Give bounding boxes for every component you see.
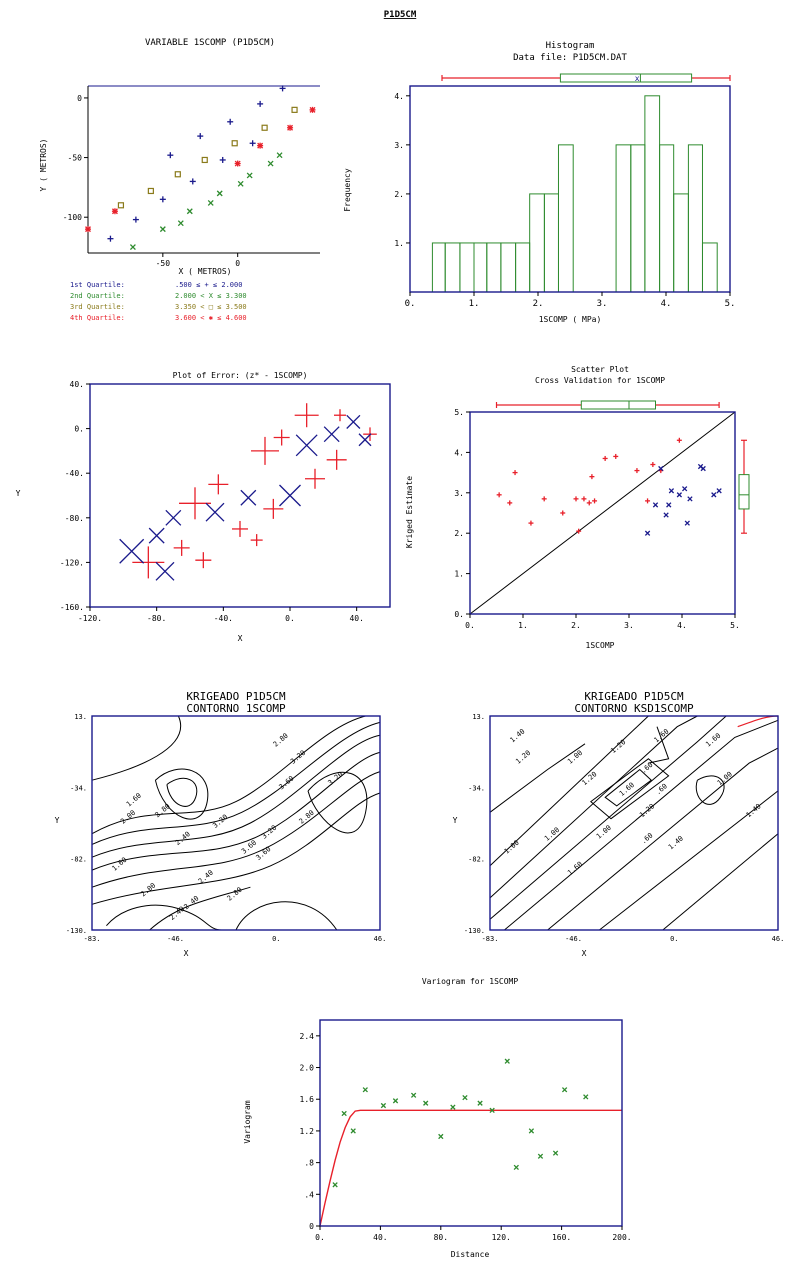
x-tick-label: 80.: [433, 1233, 449, 1242]
legend-label: 1st Quartile:: [70, 281, 125, 289]
contour-label: 1.20: [580, 770, 599, 788]
contour-label: 1.20: [638, 802, 657, 820]
histogram-bar: [474, 243, 487, 292]
x-tick-label: -80.: [147, 614, 167, 623]
x-tick-label: 3.: [596, 299, 608, 309]
contour-label: 2.80: [225, 885, 244, 903]
contour-label: .60: [654, 782, 669, 797]
contour-label: 2.80: [297, 808, 316, 826]
x-tick-label: 0.: [465, 621, 475, 630]
q3-point: [202, 157, 207, 162]
x-axis-label: Distance: [450, 1250, 490, 1259]
y-tick-label: -34.: [468, 784, 485, 793]
contour-kriged-chart: [55, 690, 387, 958]
chart-subtitle: Data file: P1D5CM.DAT: [513, 53, 627, 63]
x-tick-label: 160.: [551, 1233, 572, 1242]
y-axis-label: Y: [452, 816, 458, 825]
legend-label: 3rd Quartile:: [70, 303, 125, 311]
page-title: P1D5CM: [383, 10, 417, 20]
contour-line: [490, 716, 697, 898]
y-tick-label: -100: [62, 213, 82, 223]
boxplot-mean: x: [634, 74, 640, 83]
contour-label: 3.20: [260, 823, 279, 841]
plot-frame: [90, 384, 390, 607]
contour-label: 1.60: [617, 780, 636, 798]
contour-label: 2.40: [173, 830, 192, 848]
contour-label: 1.40: [666, 834, 685, 852]
contour-label: 3.60: [277, 774, 296, 792]
contour-label: 2.40: [182, 894, 201, 912]
contour-line: [504, 720, 778, 930]
legend-range: 2.000 < X ≤ 3.300: [175, 292, 247, 300]
y-tick-label: -34.: [70, 784, 87, 793]
plot-frame: [410, 86, 730, 292]
contour-label: 1.00: [502, 838, 521, 856]
y-tick-label: 1.2: [299, 1126, 314, 1136]
x-tick-label: 120.: [491, 1233, 511, 1242]
histogram-bar: [487, 243, 501, 292]
boxplot-x-box: [581, 401, 655, 409]
y-tick-label: 1.: [394, 238, 404, 248]
legend-range: 3.600 < ✱ ≤ 4.600: [175, 314, 247, 322]
boxplot-box: [560, 74, 691, 82]
x-tick-label: 0: [235, 259, 241, 268]
x-axis-label: X: [183, 949, 189, 958]
contour-label: 2.00: [119, 808, 138, 826]
q3-point: [292, 107, 297, 112]
contour-label: 2.80: [153, 802, 172, 820]
x-tick-label: 40.: [373, 1233, 388, 1242]
y-tick-label: 4.: [394, 91, 404, 101]
plot-frame: [490, 716, 778, 930]
y-tick-label: 0.: [74, 424, 84, 434]
y-tick-label: 3.: [454, 488, 464, 498]
histogram-bar: [688, 145, 702, 292]
contour-line: [236, 902, 337, 930]
q3-point: [118, 203, 123, 208]
contour-label: 1.00: [543, 825, 562, 843]
contour-label: 2.80: [271, 731, 290, 749]
x-tick-label: 0.: [272, 935, 281, 943]
contour-label: 1.20: [514, 748, 533, 766]
highlight-contour: [738, 716, 778, 727]
error-plot-chart: [16, 371, 390, 643]
contour-label: 2.00: [139, 881, 158, 899]
contour-label: .60: [639, 760, 655, 776]
y-tick-label: 13.: [74, 713, 87, 721]
contour-label: 3.20: [211, 812, 230, 830]
contour-line: [548, 748, 778, 930]
y-tick-label: -50: [67, 153, 82, 163]
contour-label: 1.00: [715, 770, 734, 788]
y-tick-label: 0.: [454, 610, 464, 619]
x-tick-label: -83.: [83, 935, 101, 943]
x-tick-label: -120.: [77, 614, 103, 623]
histogram-bar: [460, 243, 474, 292]
y-axis-label: Y: [15, 489, 21, 498]
contour-ksd-chart: [453, 690, 785, 958]
y-tick-label: 3.: [394, 140, 404, 150]
x-tick-label: 0.: [670, 935, 679, 943]
contour-label: 3.20: [289, 748, 308, 766]
contour-label: 1.60: [704, 731, 723, 749]
location-map-chart: [39, 38, 320, 322]
contour-label: 2.40: [196, 868, 215, 886]
chart-subtitle: CONTORNO 1SCOMP: [186, 702, 286, 715]
x-axis-label: X ( METROS): [178, 267, 232, 276]
x-tick-label: 2.: [532, 299, 544, 309]
y-tick-label: -80.: [64, 513, 84, 523]
contour-line: [167, 778, 197, 806]
contour-label: 1.40: [508, 727, 527, 745]
x-tick-label: 0.: [315, 1233, 325, 1242]
chart-title: Histogram: [545, 41, 595, 51]
contour-line: [490, 716, 726, 919]
plot-frame: [320, 1020, 622, 1226]
y-tick-label: -40.: [64, 469, 84, 479]
y-tick-label: -130.: [463, 927, 485, 935]
contour-label: 1.00: [594, 823, 613, 841]
y-tick-label: 2.0: [299, 1063, 314, 1073]
x-tick-label: 2.: [571, 621, 581, 630]
legend-range: 3.350 < □ ≤ 3.500: [175, 303, 247, 311]
contour-line: [663, 834, 778, 930]
x-tick-label: 1.: [468, 299, 480, 309]
x-axis-label: 1SCOMP ( MPa): [538, 315, 602, 324]
x-tick-label: 5.: [724, 299, 736, 309]
y-tick-label: 4.: [454, 448, 464, 458]
contour-label: 1.60: [124, 791, 143, 809]
x-tick-label: -46.: [167, 935, 184, 943]
histogram-bar: [530, 194, 545, 292]
histogram-chart: [343, 41, 735, 324]
contour-label: 1.60: [652, 727, 671, 745]
y-tick-label: 1.6: [299, 1095, 314, 1105]
contour-line: [92, 752, 380, 870]
x-tick-label: 0.: [404, 299, 416, 309]
chart-title: VARIABLE 1SCOMP (P1D5CM): [144, 38, 276, 48]
histogram-bar: [631, 145, 645, 292]
y-axis-label: Frequency: [343, 168, 352, 212]
q3-point: [175, 172, 180, 177]
y-tick-label: -82.: [70, 855, 87, 864]
x-tick-label: -50: [155, 259, 171, 268]
x-axis-label: X: [581, 949, 587, 958]
boxplot-y-box: [739, 475, 749, 509]
x-axis-label: X: [237, 634, 243, 643]
chart-title: Variogram for 1SCOMP: [421, 977, 519, 986]
histogram-bar: [432, 243, 445, 292]
x-tick-label: 40.: [349, 614, 364, 623]
x-tick-label: 3.: [624, 621, 634, 630]
y-tick-label: 0: [309, 1222, 314, 1231]
contour-label: 2.40: [168, 905, 187, 922]
legend-label: 4th Quartile:: [70, 314, 125, 322]
contour-label: 3.20: [326, 770, 345, 788]
identity-line: [470, 412, 735, 614]
y-tick-label: -82.: [468, 855, 485, 864]
x-tick-label: -83.: [481, 935, 499, 943]
histogram-bar: [501, 243, 516, 292]
contour-label: .60: [639, 831, 655, 846]
histogram-bar: [702, 243, 717, 292]
contour-label: 1.20: [609, 738, 628, 756]
contour-label: 1.00: [566, 748, 585, 766]
contour-label: 1.60: [566, 860, 585, 878]
variogram-chart: [243, 977, 632, 1259]
histogram-bar: [616, 145, 631, 292]
histogram-bar: [544, 194, 558, 292]
x-tick-label: 0.: [285, 614, 295, 623]
y-axis-label: Y: [54, 816, 60, 825]
contour-label: 1.40: [744, 802, 763, 820]
histogram-bar: [558, 145, 573, 292]
q3-point: [262, 125, 267, 130]
x-tick-label: 5.: [730, 621, 740, 630]
y-tick-label: -130.: [65, 927, 87, 935]
histogram-bar: [674, 194, 689, 292]
y-tick-label: -160.: [59, 603, 84, 612]
contour-label: 3.60: [254, 845, 273, 863]
y-tick-label: -120.: [59, 558, 84, 568]
y-tick-label: 2.: [394, 189, 404, 199]
x-tick-label: 200.: [612, 1233, 632, 1242]
contour-line: [92, 716, 181, 780]
y-tick-label: 2.4: [299, 1031, 314, 1041]
x-tick-label: 46.: [771, 935, 785, 943]
contour-label: 3.60: [240, 838, 259, 856]
histogram-bar: [445, 243, 460, 292]
x-tick-label: -46.: [565, 935, 582, 943]
x-tick-label: 1.: [518, 621, 528, 630]
chart-title: KRIGEADO P1D5CM: [186, 690, 286, 703]
cross-validation-chart: [405, 365, 749, 650]
histogram-bar: [645, 96, 660, 292]
y-tick-label: 5.: [454, 408, 464, 417]
x-axis-label: 1SCOMP: [585, 641, 615, 650]
legend-range: .500 ≤ + ≤ 2.000: [175, 281, 243, 289]
y-tick-label: 13.: [472, 713, 485, 721]
chart-title: KRIGEADO P1D5CM: [584, 690, 684, 703]
histogram-bar: [660, 145, 674, 292]
y-axis-label: Y ( METROS): [39, 138, 48, 192]
contour-line: [92, 722, 380, 844]
y-tick-label: 2.: [454, 529, 464, 539]
y-tick-label: 1.: [454, 569, 464, 579]
chart-title: Plot of Error: (z* - 1SCOMP): [172, 371, 308, 380]
histogram-bar: [516, 243, 530, 292]
chart-subtitle: Cross Validation for 1SCOMP: [534, 376, 666, 385]
contour-line: [490, 744, 585, 813]
legend-label: 2nd Quartile:: [70, 292, 125, 300]
y-tick-label: .8: [304, 1158, 314, 1168]
contour-label: 1.60: [110, 855, 129, 873]
y-axis-label: Variogram: [243, 1100, 252, 1144]
y-tick-label: .4: [304, 1190, 314, 1200]
y-tick-label: 40.: [69, 380, 84, 389]
x-tick-label: 46.: [373, 935, 387, 943]
x-tick-label: 4.: [677, 621, 687, 630]
y-axis-label: Kriged Estimate: [405, 475, 414, 549]
x-tick-label: -40.: [213, 614, 233, 623]
chart-subtitle: CONTORNO KSD1SCOMP: [574, 702, 694, 715]
x-tick-label: 4.: [660, 299, 672, 309]
y-tick-label: 0: [77, 93, 82, 103]
q3-point: [232, 141, 237, 146]
chart-title: Scatter Plot: [571, 365, 629, 374]
variogram-model-line: [320, 1110, 622, 1226]
contour-line: [106, 905, 221, 930]
q3-point: [148, 188, 153, 193]
